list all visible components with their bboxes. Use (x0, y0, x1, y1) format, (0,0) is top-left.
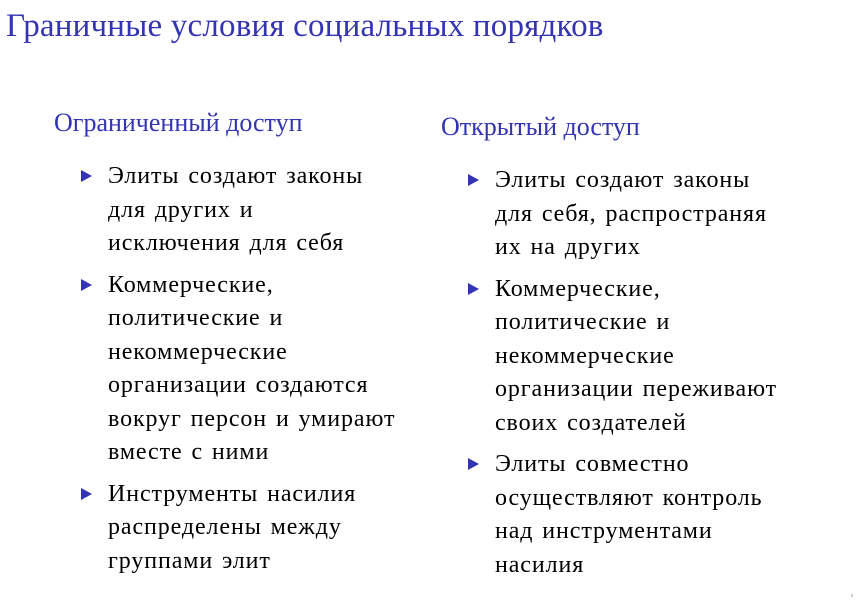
bullet-text-line: вместе с ними (108, 439, 270, 465)
triangle-bullet-icon (81, 170, 92, 182)
limited-access-heading: Ограниченный доступ (54, 108, 303, 137)
open-access-column (441, 112, 859, 590)
bullet-text-line: организации переживают (495, 376, 777, 402)
bullet-text-line: своих создателей (495, 409, 687, 436)
triangle-bullet-icon (81, 488, 92, 500)
list-item (54, 478, 434, 579)
triangle-bullet-icon (468, 458, 479, 470)
list-item (54, 269, 434, 470)
open-access-list (441, 164, 859, 582)
bullet-text-line: распределены между (108, 514, 342, 540)
bullet-text-line: политические и (495, 309, 671, 335)
triangle-bullet-icon (81, 279, 92, 291)
list-item (441, 448, 859, 582)
bullet-text-line: группами элит (108, 547, 271, 574)
bullet-text-line: Коммерческие, (495, 275, 661, 302)
bullet-text-line: исключения для себя (108, 230, 345, 256)
limited-access-column (54, 108, 434, 586)
bullet-text-line: некоммерческие (495, 342, 675, 369)
bullet-text-line: осуществляют контроль (495, 484, 763, 511)
list-item (441, 164, 859, 265)
list-item (54, 160, 434, 261)
bullet-text-line: Элиты создают законы (495, 167, 751, 193)
bullet-text-line: Инструменты насилия (108, 480, 357, 507)
triangle-bullet-icon (468, 283, 479, 295)
bullet-text-line: насилия (495, 551, 585, 578)
bullet-text-line: Коммерческие, (108, 271, 274, 298)
open-access-heading: Открытый доступ (441, 112, 640, 141)
bullet-text-line: над инструментами (495, 518, 713, 544)
list-item (441, 273, 859, 441)
bullet-text-line: их на других (495, 234, 641, 260)
bullet-text-line: организации создаются (108, 372, 369, 398)
bullet-text-line: некоммерческие (108, 338, 288, 365)
bullet-text-line: политические и (108, 305, 284, 331)
bullet-text-line: для себя, распространяя (495, 200, 767, 227)
bullet-text-line: Элиты совместно (495, 451, 690, 477)
triangle-bullet-icon (468, 174, 479, 186)
page-mark (851, 594, 853, 597)
bullet-text-line: вокруг персон и умирают (108, 405, 396, 432)
bullet-text-line: Элиты создают законы (108, 163, 364, 189)
bullet-text-line: для других и (108, 196, 254, 223)
slide-title: Граничные условия социальных порядков (6, 8, 604, 44)
limited-access-list (54, 160, 434, 578)
